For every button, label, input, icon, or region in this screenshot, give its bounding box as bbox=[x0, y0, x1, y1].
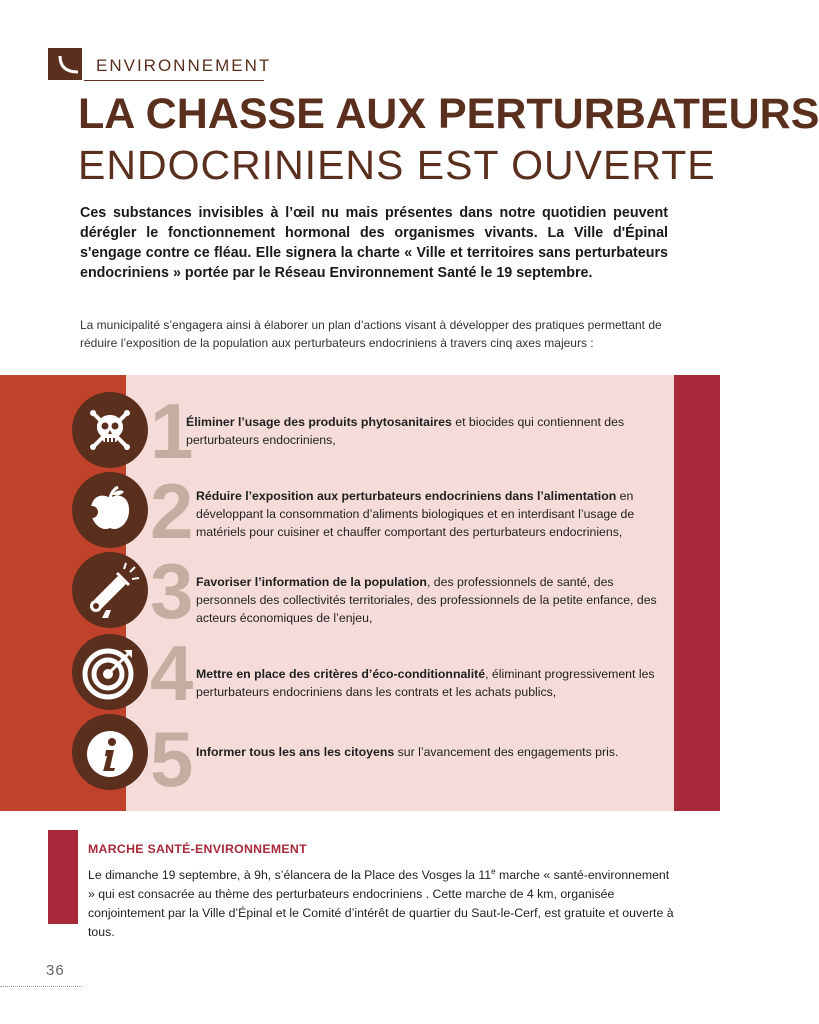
axis-text bbox=[186, 413, 656, 449]
marche-body-part1: Le dimanche 19 septembre, à 9h, s’élancera de la Place des Vosges la 11 bbox=[88, 868, 492, 883]
skull-crossbones-icon bbox=[72, 392, 148, 468]
axis-text bbox=[196, 743, 666, 761]
rubric-logo-icon bbox=[48, 48, 82, 80]
megaphone-icon bbox=[72, 552, 148, 628]
axis-rest: , éliminant progressivement les perturbateurs endocriniens dans les contrats et les achats publics, bbox=[196, 667, 655, 699]
axis-rest: en développant la consommation d’aliments biologiques et en interdisant l’usage de matériels pour cuisiner et chauffer comportant des perturbateurs endocriniens, bbox=[196, 489, 635, 539]
axis-rest: sur l’avancement des engagements pris. bbox=[394, 745, 619, 759]
axis-bold: Réduire l’exposition aux perturbateurs endocriniens dans l’alimentation bbox=[196, 489, 617, 503]
axis-bold: Éliminer l’usage des produits phytosanitaires bbox=[186, 415, 452, 429]
axis-text bbox=[196, 573, 666, 627]
page-number: 36 bbox=[46, 962, 65, 979]
axis-text bbox=[196, 487, 666, 541]
marche-body-part2: marche « santé-environnement » qui est consacrée au thème des perturbateurs endocriniens . Cette marche de 4 km, organisée conjointement par la Ville d’Épinal et le Comité d’intérêt de quartier du Saut-le-Cerf, est gratuite et ouverte à tous. bbox=[88, 868, 674, 940]
marche-body bbox=[88, 862, 678, 942]
page-title-line2: ENDOCRINIENS EST OUVERTE bbox=[78, 142, 716, 188]
page-title-line1: LA CHASSE AUX PERTURBATEURS bbox=[78, 90, 819, 138]
axis-number: 1 bbox=[150, 387, 194, 475]
rubric-logo bbox=[48, 48, 82, 80]
axis-number: 4 bbox=[150, 629, 194, 717]
axis-number: 3 bbox=[150, 547, 194, 635]
target-icon bbox=[72, 634, 148, 710]
rubric-underline bbox=[84, 80, 264, 81]
axis-bold: Favoriser l’information de la population bbox=[196, 575, 427, 589]
lead-paragraph: Ces substances invisibles à l’œil nu mais présentes dans notre quotidien peuvent dérégler le fonctionnement hormonal des organismes vivants. La Ville d'Épinal s'engage contre ce fléau. Elle signera la charte « Ville et territoires sans perturbateurs endocriniens » portée par le Réseau Environnement Santé le 19 septembre. bbox=[80, 205, 668, 281]
axis-bold: Mettre en place des critères d’éco-conditionnalité bbox=[196, 667, 486, 681]
apple-icon bbox=[72, 472, 148, 548]
marche-body-sup: e bbox=[491, 867, 496, 876]
axis-bold: Informer tous les ans les citoyens bbox=[196, 745, 395, 759]
section-rubric: ENVIRONNEMENT bbox=[96, 56, 272, 75]
axis-number: 2 bbox=[150, 467, 194, 555]
marche-title: MARCHE SANTÉ-ENVIRONNEMENT bbox=[88, 842, 307, 856]
marche-accent-bar bbox=[48, 830, 78, 924]
intro-paragraph: La municipalité s’engagera ainsi à élaborer un plan d’actions visant à développer des pratiques permettant de réduire l’exposition de la population aux perturbateurs endocriniens à travers cinq axes majeurs : bbox=[80, 318, 662, 350]
page-number-rule bbox=[0, 986, 82, 987]
axis-text bbox=[196, 665, 666, 701]
axis-rest: , des professionnels de santé, des personnels des collectivités territoriales, des professionnels de la petite enfance, des acteurs économiques de l’enjeu, bbox=[196, 575, 657, 625]
axis-number: 5 bbox=[150, 715, 194, 803]
info-icon bbox=[72, 714, 148, 790]
axis-rest: et biocides qui contiennent des perturbateurs endocriniens, bbox=[186, 415, 625, 447]
band-right-stripe bbox=[674, 375, 720, 811]
